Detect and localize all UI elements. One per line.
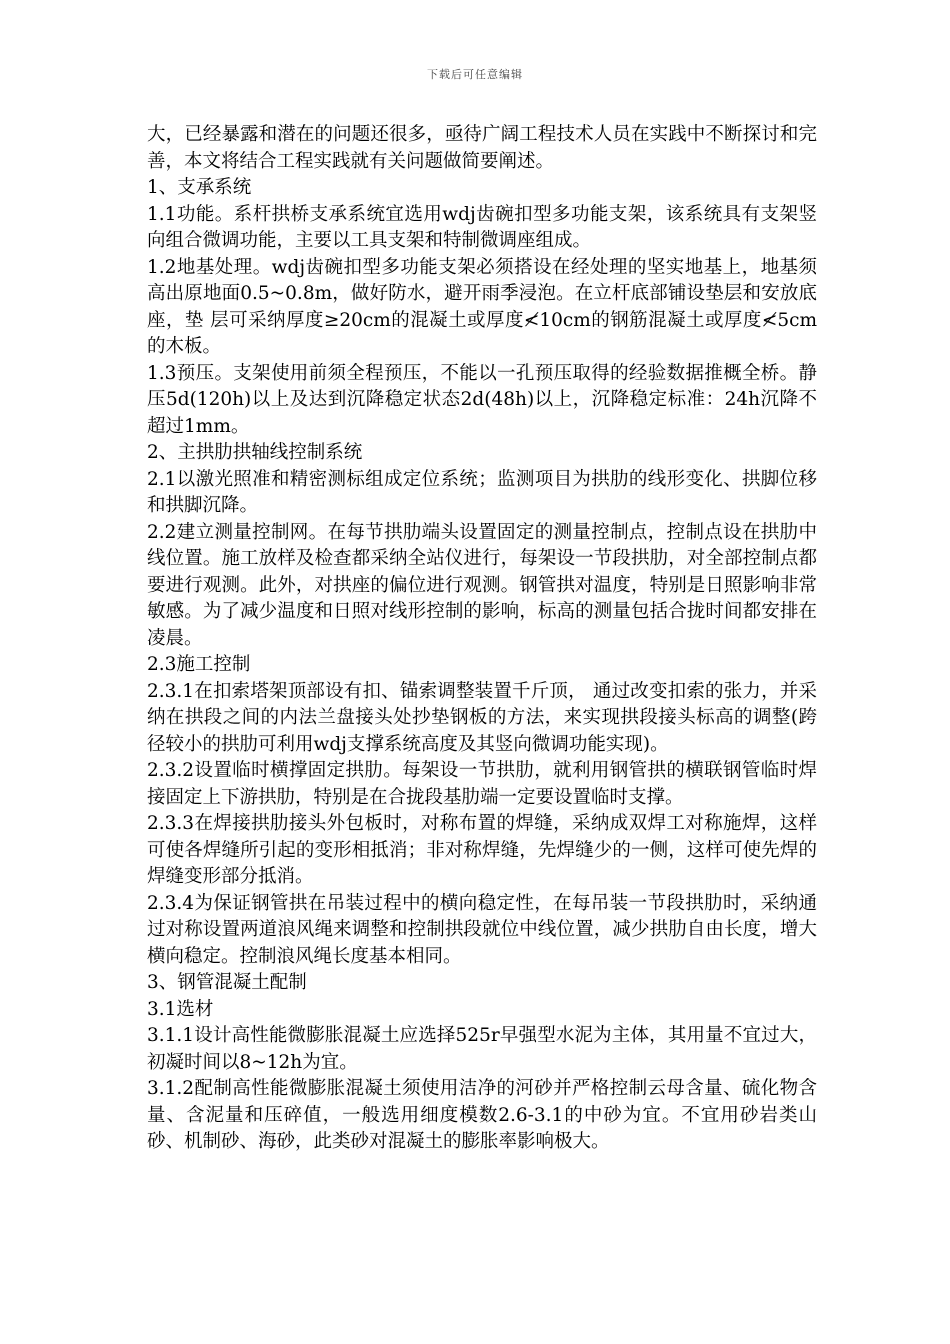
section-heading-2: 2、主拱肋拱轴线控制系统 bbox=[147, 442, 363, 463]
paragraph: 2.3.4为保证钢管拱在吊装过程中的横向稳定性，在每吊装一节段拱肋时，采纳通过对称设置两道浪风绳来调整和控制拱段就位中线位置，减少拱肋自由长度，增大横向稳定。控制浪风绳长度基本相同。 bbox=[147, 892, 817, 967]
subsection-heading-2-3: 2.3施工控制 bbox=[147, 654, 251, 675]
paragraph: 2.1以激光照准和精密测标组成定位系统；监测项目为拱肋的线形变化、拱脚位移和拱脚沉降。 bbox=[147, 468, 817, 516]
paragraph: 1.2地基处理。wdj齿碗扣型多功能支架必须搭设在经处理的坚实地基上，地基须高出原地面0.5~0.8m，做好防水，避开雨季浸泡。在立杆底部铺设垫层和安放底座，垫 层可采纳厚度≥20cm的混凝土或厚度≮10cm的钢筋混凝土或厚度≮5cm的木板。 bbox=[147, 256, 817, 357]
paragraph: 2.3.1在扣索塔架顶部设有扣、锚索调整装置千斤顶， 通过改变扣索的张力，并采纳在拱段之间的内法兰盘接头处抄垫钢板的方法，来实现拱段接头标高的调整(跨径较小的拱肋可利用wdj支撑系统高度及其竖向微调功能实现)。 bbox=[147, 680, 817, 755]
paragraph: 大，已经暴露和潜在的问题还很多，亟待广阔工程技术人员在实践中不断探讨和完善，本文将结合工程实践就有关问题做简要阐述。 bbox=[147, 124, 817, 172]
section-heading-1: 1、支承系统 bbox=[147, 177, 252, 198]
paragraph: 1.1功能。系杆拱桥支承系统宜选用wdj齿碗扣型多功能支架，该系统具有支架竖向组合微调功能，主要以工具支架和特制微调座组成。 bbox=[147, 203, 817, 251]
paragraph: 3.1.1设计高性能微膨胀混凝土应选择525r早强型水泥为主体，其用量不宜过大，初凝时间以8~12h为宜。 bbox=[147, 1025, 817, 1073]
paragraph: 2.2建立测量控制网。在每节拱肋端头设置固定的测量控制点，控制点设在拱肋中线位置。施工放样及检查都采纳全站仪进行，每架设一节段拱肋，对全部控制点都要进行观测。此外，对拱座的偏位进行观测。钢管拱对温度，特别是日照影响非常敏感。为了减少温度和日照对线形控制的影响，标高的测量包括合拢时间都安排在凌晨。 bbox=[147, 521, 817, 649]
page-header: 下载后可任意编辑 bbox=[427, 68, 523, 81]
subsection-heading-3-1: 3.1选材 bbox=[147, 998, 214, 1020]
section-heading-3: 3、钢管混凝土配制 bbox=[147, 972, 307, 993]
document-body bbox=[147, 122, 817, 1156]
paragraph: 3.1.2配制高性能微膨胀混凝土须使用洁净的河砂并严格控制云母含量、硫化物含量、含泥量和压碎值，一般选用细度模数2.6-3.1的中砂为宜。不宜用砂岩类山砂、机制砂、海砂，此类砂对混凝土的膨胀率影响极大。 bbox=[147, 1078, 817, 1152]
paragraph: 2.3.2设置临时横撑固定拱肋。每架设一节拱肋，就利用钢管拱的横联钢管临时焊接固定上下游拱肋，特别是在合拢段基肋端一定要设置临时支撑。 bbox=[147, 760, 817, 808]
paragraph: 1.3预压。支架使用前须全程预压，不能以一孔预压取得的经验数据推概全桥。静压5d(120h)以上及达到沉降稳定状态2d(48h)以上，沉降稳定标准：24h沉降不超过1mm。 bbox=[147, 362, 817, 437]
paragraph: 2.3.3在焊接拱肋接头外包板时，对称布置的焊缝，采纳成双焊工对称施焊，这样可使各焊缝所引起的变形相抵消；非对称焊缝，先焊缝少的一侧，这样可使先焊的焊缝变形部分抵消。 bbox=[147, 813, 817, 887]
